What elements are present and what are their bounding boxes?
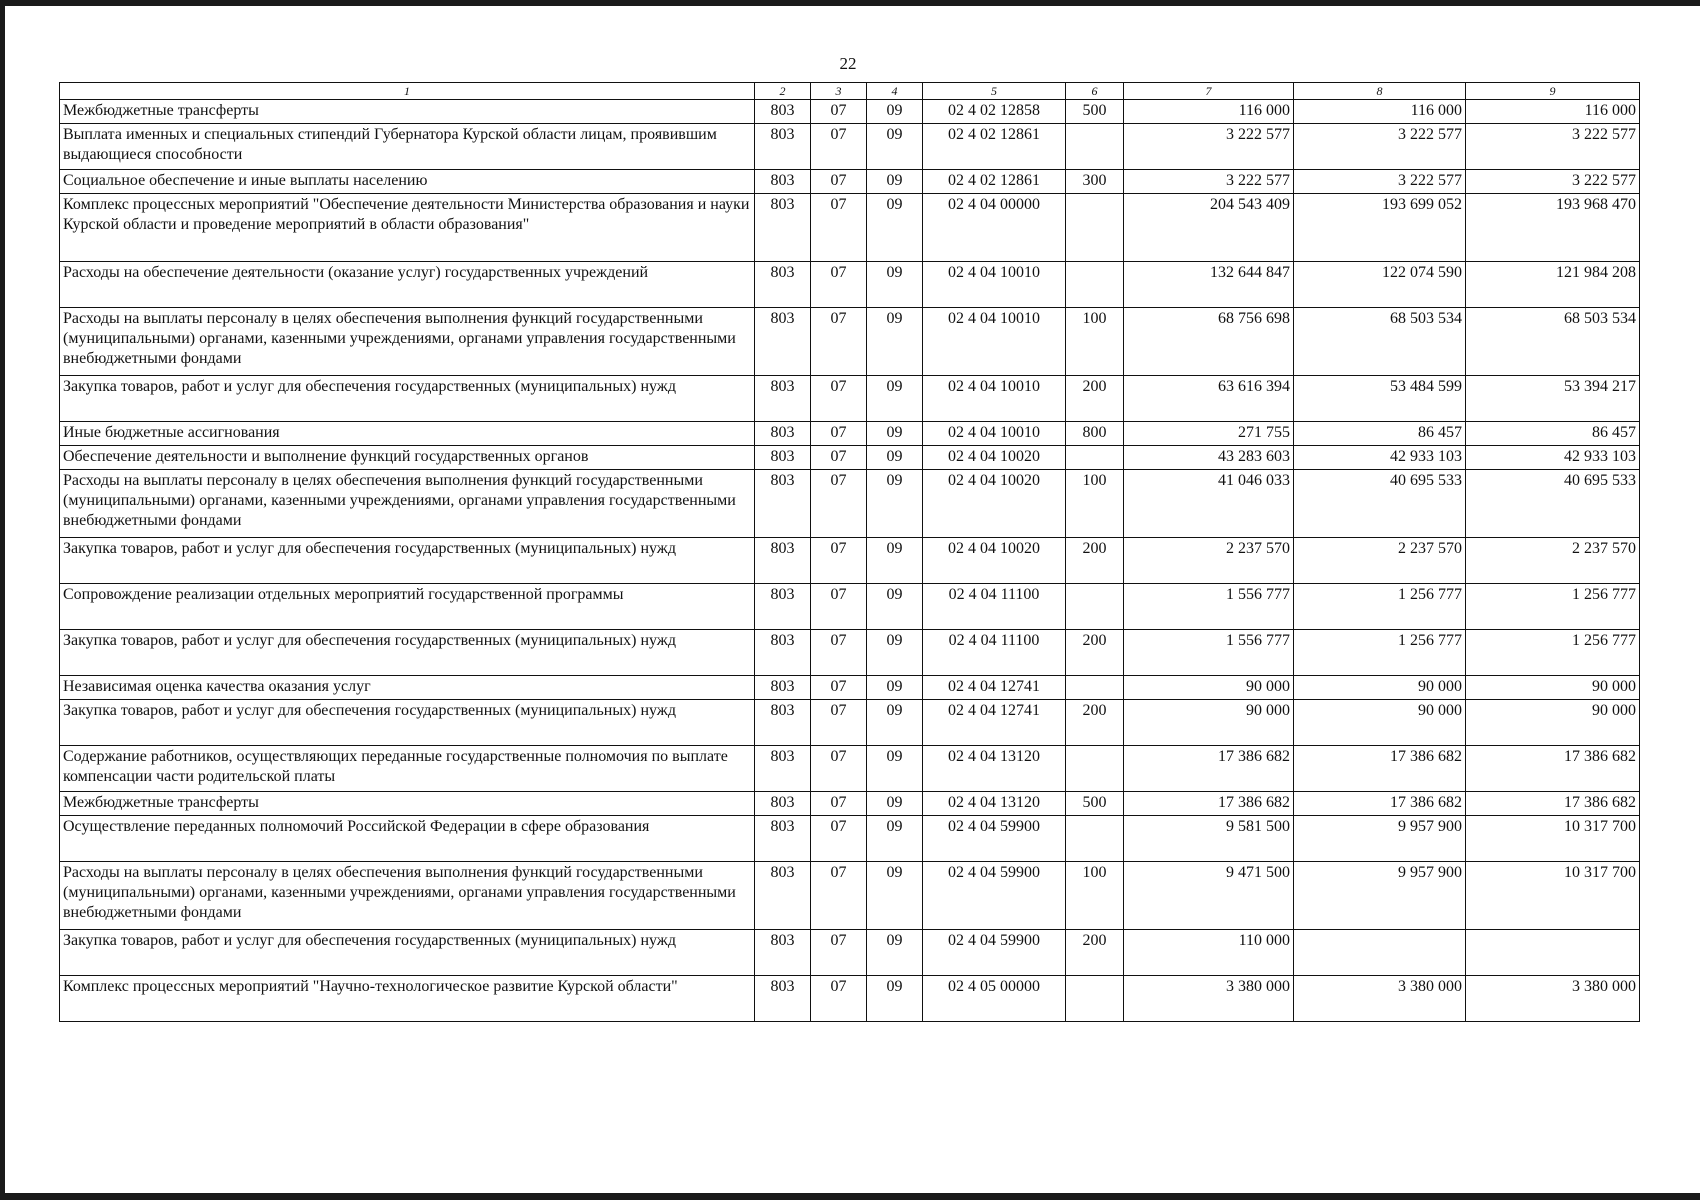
- col-9-amount: 3 380 000: [1466, 976, 1640, 1022]
- col-8-amount: 40 695 533: [1294, 470, 1466, 538]
- col-3-cell: 07: [811, 630, 867, 676]
- col-9-amount: 42 933 103: [1466, 446, 1640, 470]
- col-4-cell: 09: [867, 376, 923, 422]
- scan-edge-left: [0, 0, 5, 1200]
- table-row: [60, 124, 1640, 170]
- header-col-8: 8: [1294, 83, 1466, 100]
- col-3-cell: 07: [811, 194, 867, 262]
- col-9-amount: 90 000: [1466, 676, 1640, 700]
- col-8-amount: 3 380 000: [1294, 976, 1466, 1022]
- col-4-cell: 09: [867, 676, 923, 700]
- col-7-amount: 271 755: [1124, 422, 1294, 446]
- col-8-amount: 17 386 682: [1294, 792, 1466, 816]
- col-5-cell: 02 4 04 10020: [923, 470, 1066, 538]
- row-name: Комплекс процессных мероприятий "Обеспечение деятельности Министерства образования и науки Курской области и проведение мероприятий в области образования": [60, 194, 755, 262]
- col-7-amount: 3 222 577: [1124, 124, 1294, 170]
- page-number: 22: [839, 54, 857, 73]
- col-4-cell: 09: [867, 308, 923, 376]
- col-5-cell: 02 4 04 59900: [923, 816, 1066, 862]
- col-6-cell: [1066, 262, 1124, 308]
- col-3-cell: 07: [811, 584, 867, 630]
- col-2-cell: 803: [755, 700, 811, 746]
- col-7-amount: 116 000: [1124, 100, 1294, 124]
- col-3-cell: 07: [811, 470, 867, 538]
- col-9-amount: 17 386 682: [1466, 746, 1640, 792]
- col-5-cell: 02 4 02 12858: [923, 100, 1066, 124]
- col-3-cell: 07: [811, 262, 867, 308]
- row-name: Социальное обеспечение и иные выплаты населению: [60, 170, 755, 194]
- col-4-cell: 09: [867, 584, 923, 630]
- col-4-cell: 09: [867, 862, 923, 930]
- header-col-1: 1: [60, 83, 755, 100]
- row-name: Закупка товаров, работ и услуг для обеспечения государственных (муниципальных) нужд: [60, 930, 755, 976]
- col-5-cell: 02 4 04 12741: [923, 700, 1066, 746]
- col-2-cell: 803: [755, 630, 811, 676]
- col-7-amount: 17 386 682: [1124, 746, 1294, 792]
- col-3-cell: 07: [811, 976, 867, 1022]
- col-6-cell: 800: [1066, 422, 1124, 446]
- col-2-cell: 803: [755, 170, 811, 194]
- col-5-cell: 02 4 04 13120: [923, 792, 1066, 816]
- col-8-amount: 1 256 777: [1294, 630, 1466, 676]
- col-6-cell: 100: [1066, 308, 1124, 376]
- col-2-cell: 803: [755, 422, 811, 446]
- col-3-cell: 07: [811, 100, 867, 124]
- row-name: Расходы на выплаты персоналу в целях обеспечения выполнения функций государственными (муниципальными) органами, казенными учреждениями, органами управления государственными внебюджетными фондами: [60, 862, 755, 930]
- col-6-cell: [1066, 124, 1124, 170]
- col-5-cell: 02 4 04 10020: [923, 446, 1066, 470]
- col-3-cell: 07: [811, 308, 867, 376]
- col-8-amount: 2 237 570: [1294, 538, 1466, 584]
- table-row: [60, 630, 1640, 676]
- header-col-5: 5: [923, 83, 1066, 100]
- header-col-2: 2: [755, 83, 811, 100]
- table-row: [60, 816, 1640, 862]
- col-9-amount: 3 222 577: [1466, 124, 1640, 170]
- col-3-cell: 07: [811, 422, 867, 446]
- col-8-amount: 9 957 900: [1294, 816, 1466, 862]
- col-9-amount: 86 457: [1466, 422, 1640, 446]
- table-row: [60, 470, 1640, 538]
- table-row: [60, 262, 1640, 308]
- col-2-cell: 803: [755, 930, 811, 976]
- row-name: Межбюджетные трансферты: [60, 100, 755, 124]
- col-8-amount: 9 957 900: [1294, 862, 1466, 930]
- col-2-cell: 803: [755, 262, 811, 308]
- col-5-cell: 02 4 05 00000: [923, 976, 1066, 1022]
- table-row: [60, 376, 1640, 422]
- col-6-cell: [1066, 816, 1124, 862]
- col-7-amount: 90 000: [1124, 700, 1294, 746]
- col-2-cell: 803: [755, 376, 811, 422]
- col-2-cell: 803: [755, 538, 811, 584]
- col-2-cell: 803: [755, 746, 811, 792]
- col-6-cell: [1066, 676, 1124, 700]
- col-9-amount: 10 317 700: [1466, 862, 1640, 930]
- col-3-cell: 07: [811, 792, 867, 816]
- col-8-amount: 193 699 052: [1294, 194, 1466, 262]
- col-4-cell: 09: [867, 262, 923, 308]
- row-name: Расходы на обеспечение деятельности (оказание услуг) государственных учреждений: [60, 262, 755, 308]
- col-3-cell: 07: [811, 376, 867, 422]
- col-9-amount: 10 317 700: [1466, 816, 1640, 862]
- table-row: [60, 746, 1640, 792]
- row-name: Сопровождение реализации отдельных мероприятий государственной программы: [60, 584, 755, 630]
- table-row: [60, 930, 1640, 976]
- col-7-amount: 41 046 033: [1124, 470, 1294, 538]
- col-2-cell: 803: [755, 308, 811, 376]
- col-3-cell: 07: [811, 746, 867, 792]
- header-col-3: 3: [811, 83, 867, 100]
- table-row: [60, 700, 1640, 746]
- col-3-cell: 07: [811, 538, 867, 584]
- col-7-amount: 132 644 847: [1124, 262, 1294, 308]
- col-3-cell: 07: [811, 700, 867, 746]
- col-9-amount: 1 256 777: [1466, 584, 1640, 630]
- col-3-cell: 07: [811, 930, 867, 976]
- col-5-cell: 02 4 02 12861: [923, 170, 1066, 194]
- col-2-cell: 803: [755, 976, 811, 1022]
- col-9-amount: 121 984 208: [1466, 262, 1640, 308]
- col-7-amount: 9 581 500: [1124, 816, 1294, 862]
- col-9-amount: 40 695 533: [1466, 470, 1640, 538]
- col-7-amount: 204 543 409: [1124, 194, 1294, 262]
- table-row: [60, 308, 1640, 376]
- col-4-cell: 09: [867, 976, 923, 1022]
- row-name: Расходы на выплаты персоналу в целях обеспечения выполнения функций государственными (муниципальными) органами, казенными учреждениями, органами управления государственными внебюджетными фондами: [60, 308, 755, 376]
- col-4-cell: 09: [867, 538, 923, 584]
- row-name: Обеспечение деятельности и выполнение функций государственных органов: [60, 446, 755, 470]
- col-6-cell: [1066, 746, 1124, 792]
- col-2-cell: 803: [755, 792, 811, 816]
- col-6-cell: 300: [1066, 170, 1124, 194]
- col-8-amount: 1 256 777: [1294, 584, 1466, 630]
- col-4-cell: 09: [867, 170, 923, 194]
- col-6-cell: [1066, 976, 1124, 1022]
- table-body: [60, 100, 1640, 1022]
- col-9-amount: 53 394 217: [1466, 376, 1640, 422]
- row-name: Иные бюджетные ассигнования: [60, 422, 755, 446]
- col-8-amount: 3 222 577: [1294, 124, 1466, 170]
- col-8-amount: 42 933 103: [1294, 446, 1466, 470]
- table-row: [60, 538, 1640, 584]
- col-9-amount: 1 256 777: [1466, 630, 1640, 676]
- col-8-amount: 90 000: [1294, 676, 1466, 700]
- col-7-amount: 68 756 698: [1124, 308, 1294, 376]
- row-name: Закупка товаров, работ и услуг для обеспечения государственных (муниципальных) нужд: [60, 376, 755, 422]
- table-row: [60, 584, 1640, 630]
- col-8-amount: [1294, 930, 1466, 976]
- col-5-cell: 02 4 04 59900: [923, 930, 1066, 976]
- row-name: Закупка товаров, работ и услуг для обеспечения государственных (муниципальных) нужд: [60, 538, 755, 584]
- col-8-amount: 116 000: [1294, 100, 1466, 124]
- col-5-cell: 02 4 04 12741: [923, 676, 1066, 700]
- col-6-cell: 200: [1066, 630, 1124, 676]
- col-6-cell: [1066, 584, 1124, 630]
- header-col-7: 7: [1124, 83, 1294, 100]
- table-header: [60, 83, 1640, 100]
- col-9-amount: 68 503 534: [1466, 308, 1640, 376]
- col-7-amount: 1 556 777: [1124, 630, 1294, 676]
- col-3-cell: 07: [811, 676, 867, 700]
- col-3-cell: 07: [811, 816, 867, 862]
- header-col-6: 6: [1066, 83, 1124, 100]
- col-2-cell: 803: [755, 816, 811, 862]
- col-6-cell: 100: [1066, 470, 1124, 538]
- header-row: [60, 83, 1640, 100]
- scan-edge-bottom: [0, 1193, 1700, 1200]
- col-9-amount: 193 968 470: [1466, 194, 1640, 262]
- col-8-amount: 68 503 534: [1294, 308, 1466, 376]
- table-row: [60, 422, 1640, 446]
- table-row: [60, 446, 1640, 470]
- col-6-cell: 200: [1066, 376, 1124, 422]
- col-4-cell: 09: [867, 816, 923, 862]
- col-7-amount: 2 237 570: [1124, 538, 1294, 584]
- col-4-cell: 09: [867, 630, 923, 676]
- col-6-cell: [1066, 446, 1124, 470]
- col-4-cell: 09: [867, 470, 923, 538]
- col-2-cell: 803: [755, 584, 811, 630]
- header-col-4: 4: [867, 83, 923, 100]
- col-8-amount: 17 386 682: [1294, 746, 1466, 792]
- col-6-cell: [1066, 194, 1124, 262]
- row-name: Закупка товаров, работ и услуг для обеспечения государственных (муниципальных) нужд: [60, 630, 755, 676]
- col-5-cell: 02 4 04 10020: [923, 538, 1066, 584]
- col-3-cell: 07: [811, 124, 867, 170]
- header-col-9: 9: [1466, 83, 1640, 100]
- col-2-cell: 803: [755, 100, 811, 124]
- col-3-cell: 07: [811, 446, 867, 470]
- col-5-cell: 02 4 04 13120: [923, 746, 1066, 792]
- table-row: [60, 194, 1640, 262]
- col-6-cell: 200: [1066, 930, 1124, 976]
- col-7-amount: 110 000: [1124, 930, 1294, 976]
- budget-table: [59, 82, 1640, 1022]
- col-7-amount: 9 471 500: [1124, 862, 1294, 930]
- col-5-cell: 02 4 04 10010: [923, 376, 1066, 422]
- row-name: Выплата именных и специальных стипендий Губернатора Курской области лицам, проявившим выдающиеся способности: [60, 124, 755, 170]
- row-name: Содержание работников, осуществляющих переданные государственные полномочия по выплате компенсации части родительской платы: [60, 746, 755, 792]
- col-2-cell: 803: [755, 124, 811, 170]
- col-5-cell: 02 4 04 10010: [923, 308, 1066, 376]
- col-3-cell: 07: [811, 170, 867, 194]
- col-9-amount: 2 237 570: [1466, 538, 1640, 584]
- col-9-amount: [1466, 930, 1640, 976]
- row-name: Закупка товаров, работ и услуг для обеспечения государственных (муниципальных) нужд: [60, 700, 755, 746]
- col-9-amount: 116 000: [1466, 100, 1640, 124]
- col-6-cell: 500: [1066, 792, 1124, 816]
- col-6-cell: 200: [1066, 538, 1124, 584]
- col-8-amount: 90 000: [1294, 700, 1466, 746]
- scan-edge-top: [0, 0, 1700, 6]
- col-3-cell: 07: [811, 862, 867, 930]
- col-2-cell: 803: [755, 470, 811, 538]
- col-8-amount: 122 074 590: [1294, 262, 1466, 308]
- table-row: [60, 862, 1640, 930]
- col-4-cell: 09: [867, 446, 923, 470]
- col-7-amount: 3 222 577: [1124, 170, 1294, 194]
- row-name: Комплекс процессных мероприятий "Научно-технологическое развитие Курской области": [60, 976, 755, 1022]
- col-5-cell: 02 4 04 00000: [923, 194, 1066, 262]
- col-6-cell: 200: [1066, 700, 1124, 746]
- col-7-amount: 3 380 000: [1124, 976, 1294, 1022]
- table-row: [60, 976, 1640, 1022]
- col-8-amount: 86 457: [1294, 422, 1466, 446]
- col-6-cell: 100: [1066, 862, 1124, 930]
- col-2-cell: 803: [755, 446, 811, 470]
- col-7-amount: 43 283 603: [1124, 446, 1294, 470]
- table-row: [60, 170, 1640, 194]
- col-2-cell: 803: [755, 676, 811, 700]
- row-name: Независимая оценка качества оказания услуг: [60, 676, 755, 700]
- col-5-cell: 02 4 04 11100: [923, 630, 1066, 676]
- col-5-cell: 02 4 04 10010: [923, 422, 1066, 446]
- table-row: [60, 676, 1640, 700]
- col-7-amount: 1 556 777: [1124, 584, 1294, 630]
- col-9-amount: 90 000: [1466, 700, 1640, 746]
- col-8-amount: 53 484 599: [1294, 376, 1466, 422]
- col-2-cell: 803: [755, 194, 811, 262]
- col-4-cell: 09: [867, 100, 923, 124]
- col-2-cell: 803: [755, 862, 811, 930]
- col-4-cell: 09: [867, 124, 923, 170]
- col-7-amount: 63 616 394: [1124, 376, 1294, 422]
- col-8-amount: 3 222 577: [1294, 170, 1466, 194]
- col-5-cell: 02 4 04 10010: [923, 262, 1066, 308]
- row-name: Расходы на выплаты персоналу в целях обеспечения выполнения функций государственными (муниципальными) органами, казенными учреждениями, органами управления государственными внебюджетными фондами: [60, 470, 755, 538]
- col-9-amount: 17 386 682: [1466, 792, 1640, 816]
- col-9-amount: 3 222 577: [1466, 170, 1640, 194]
- col-7-amount: 17 386 682: [1124, 792, 1294, 816]
- col-4-cell: 09: [867, 700, 923, 746]
- col-4-cell: 09: [867, 930, 923, 976]
- table-row: [60, 792, 1640, 816]
- col-6-cell: 500: [1066, 100, 1124, 124]
- col-5-cell: 02 4 02 12861: [923, 124, 1066, 170]
- col-4-cell: 09: [867, 792, 923, 816]
- col-5-cell: 02 4 04 11100: [923, 584, 1066, 630]
- col-4-cell: 09: [867, 194, 923, 262]
- table-row: [60, 100, 1640, 124]
- col-5-cell: 02 4 04 59900: [923, 862, 1066, 930]
- col-4-cell: 09: [867, 746, 923, 792]
- row-name: Межбюджетные трансферты: [60, 792, 755, 816]
- col-4-cell: 09: [867, 422, 923, 446]
- row-name: Осуществление переданных полномочий Российской Федерации в сфере образования: [60, 816, 755, 862]
- col-7-amount: 90 000: [1124, 676, 1294, 700]
